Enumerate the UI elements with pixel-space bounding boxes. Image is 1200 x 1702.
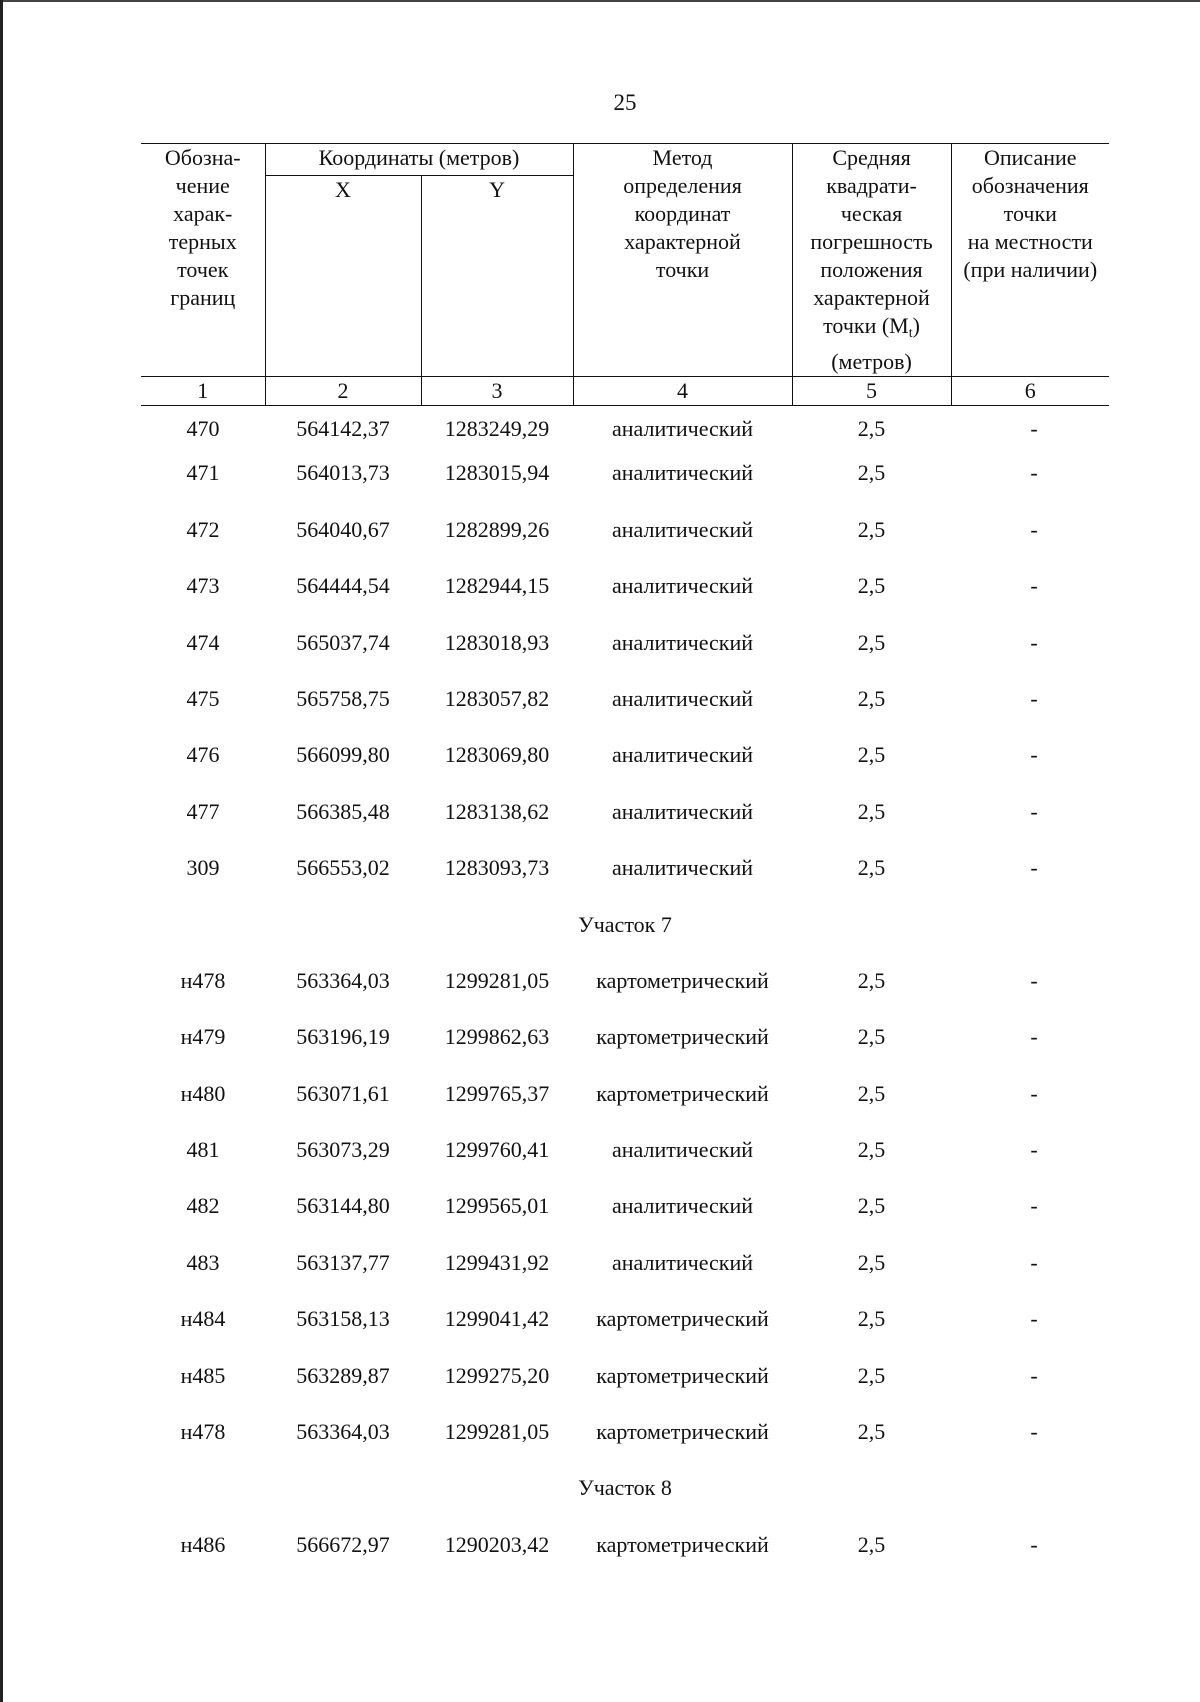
error-cell: 2,5 <box>857 1531 886 1557</box>
method-cell: аналитический <box>612 460 754 486</box>
point-id-cell: 475 <box>186 685 220 711</box>
table-header <box>141 144 1109 406</box>
table-row <box>141 1083 1109 1139</box>
error-cell: 2,5 <box>857 1419 886 1445</box>
point-id-cell: н478 <box>180 967 226 993</box>
error-cell: 2,5 <box>857 1080 886 1106</box>
table-row <box>141 857 1109 913</box>
description-cell: - <box>1030 460 1038 486</box>
table-row <box>141 632 1109 688</box>
header-mean-square-error: Средняя квадрати- ческая погрешность положения характерной точки (Mt) (метров) <box>792 144 951 377</box>
coord-x-cell: 563364,03 <box>296 967 390 993</box>
coord-x-cell: 563144,80 <box>296 1193 390 1219</box>
header-point-description: Описание обозначения точки на местности (при наличии) <box>951 144 1109 377</box>
coord-y-cell: 1282944,15 <box>444 573 550 599</box>
point-id-cell: 470 <box>186 416 220 441</box>
coord-x-cell: 564040,67 <box>296 516 390 542</box>
coord-y-cell: 1299281,05 <box>444 1419 550 1445</box>
method-cell: аналитический <box>612 416 754 441</box>
header-x: X <box>265 175 421 376</box>
coord-x-cell: 564142,37 <box>296 416 390 441</box>
error-cell: 2,5 <box>857 1306 886 1332</box>
description-cell: - <box>1030 1024 1038 1050</box>
error-cell: 2,5 <box>857 967 886 993</box>
description-cell: - <box>1030 1306 1038 1332</box>
coord-x-cell: 563196,19 <box>296 1024 390 1050</box>
table-row <box>141 1308 1109 1364</box>
coord-y-cell: 1299041,42 <box>444 1306 550 1332</box>
header-y: Y <box>421 175 573 376</box>
error-cell: 2,5 <box>857 1024 886 1050</box>
coord-y-cell: 1299862,63 <box>444 1024 550 1050</box>
coord-x-cell: 563073,29 <box>296 1137 390 1163</box>
error-cell: 2,5 <box>857 516 886 542</box>
coord-x-cell: 566553,02 <box>296 855 390 881</box>
method-cell: аналитический <box>612 798 754 824</box>
coord-y-cell: 1282899,26 <box>444 516 550 542</box>
method-cell: аналитический <box>612 742 754 768</box>
error-cell: 2,5 <box>857 1249 886 1275</box>
description-cell: - <box>1030 1080 1038 1106</box>
point-id-cell: н484 <box>180 1306 226 1332</box>
coord-x-cell: 566099,80 <box>296 742 390 768</box>
section-title: Участок 7 <box>578 911 672 937</box>
table-row <box>141 1534 1109 1590</box>
point-id-cell: 482 <box>186 1193 220 1219</box>
header-point-designation: Обозна- чение харак- терных точек границ <box>141 144 265 377</box>
table-row <box>141 688 1109 744</box>
page-number: 25 <box>613 90 637 115</box>
method-cell: аналитический <box>612 855 754 881</box>
boundary-points-table <box>141 143 1109 1590</box>
table-row <box>141 462 1109 518</box>
point-id-cell: н480 <box>180 1080 226 1106</box>
description-cell: - <box>1030 1531 1038 1557</box>
column-number: 5 <box>792 377 951 406</box>
error-cell: 2,5 <box>857 573 886 599</box>
column-numbers-row <box>141 377 1109 406</box>
table-row <box>141 744 1109 800</box>
method-cell: картометрический <box>596 1362 769 1388</box>
coord-x-cell: 563289,87 <box>296 1362 390 1388</box>
header-coordinates-group: Координаты (метров) <box>265 144 573 176</box>
coord-y-cell: 1283015,94 <box>444 460 550 486</box>
description-cell: - <box>1030 1193 1038 1219</box>
description-cell: - <box>1030 742 1038 768</box>
column-number: 1 <box>141 377 265 406</box>
method-cell: аналитический <box>612 1193 754 1219</box>
coord-x-cell: 563364,03 <box>296 1419 390 1445</box>
coord-y-cell: 1299760,41 <box>444 1137 550 1163</box>
description-cell: - <box>1030 416 1038 441</box>
error-cell: 2,5 <box>857 1362 886 1388</box>
coord-x-cell: 564444,54 <box>296 573 390 599</box>
description-cell: - <box>1030 967 1038 993</box>
coord-x-cell: 563071,61 <box>296 1080 390 1106</box>
table-row <box>141 406 1109 463</box>
method-cell: картометрический <box>596 967 769 993</box>
coord-y-cell: 1299281,05 <box>444 967 550 993</box>
table-row <box>141 801 1109 857</box>
coord-y-cell: 1283057,82 <box>444 685 550 711</box>
error-cell: 2,5 <box>857 685 886 711</box>
error-cell: 2,5 <box>857 1193 886 1219</box>
coord-y-cell: 1290203,42 <box>444 1531 550 1557</box>
header-method: Метод определения координат характерной точки <box>573 144 792 377</box>
page-top-edge <box>0 0 1200 2</box>
point-id-cell: н479 <box>180 1024 226 1050</box>
error-cell: 2,5 <box>857 1137 886 1163</box>
column-number: 2 <box>265 377 421 406</box>
table-row <box>141 1421 1109 1477</box>
column-number: 6 <box>951 377 1109 406</box>
coord-x-cell: 566385,48 <box>296 798 390 824</box>
table-row <box>141 575 1109 631</box>
coord-y-cell: 1299765,37 <box>444 1080 550 1106</box>
table-row <box>141 519 1109 575</box>
coord-y-cell: 1283093,73 <box>444 855 550 881</box>
table-row <box>141 1026 1109 1082</box>
point-id-cell: 481 <box>186 1137 220 1163</box>
column-number: 3 <box>421 377 573 406</box>
description-cell: - <box>1030 798 1038 824</box>
point-id-cell: 471 <box>186 460 220 486</box>
section-heading-row <box>141 1477 1109 1533</box>
point-id-cell: 472 <box>186 516 220 542</box>
coord-x-cell: 565758,75 <box>296 685 390 711</box>
coord-x-cell: 566672,97 <box>296 1531 390 1557</box>
description-cell: - <box>1030 1419 1038 1445</box>
coord-y-cell: 1283018,93 <box>444 629 550 655</box>
description-cell: - <box>1030 1249 1038 1275</box>
error-cell: 2,5 <box>857 798 886 824</box>
coord-y-cell: 1283138,62 <box>444 798 550 824</box>
point-id-cell: 474 <box>186 629 220 655</box>
method-cell: картометрический <box>596 1306 769 1332</box>
coord-x-cell: 564013,73 <box>296 460 390 486</box>
point-id-cell: 473 <box>186 573 220 599</box>
description-cell: - <box>1030 629 1038 655</box>
description-cell: - <box>1030 516 1038 542</box>
coord-y-cell: 1299565,01 <box>444 1193 550 1219</box>
description-cell: - <box>1030 1362 1038 1388</box>
error-cell: 2,5 <box>857 416 886 441</box>
section-heading-row <box>141 914 1109 970</box>
table-body <box>141 406 1109 1591</box>
table-row <box>141 1195 1109 1251</box>
error-cell: 2,5 <box>857 742 886 768</box>
error-cell: 2,5 <box>857 460 886 486</box>
method-cell: аналитический <box>612 573 754 599</box>
coord-x-cell: 565037,74 <box>296 629 390 655</box>
coord-y-cell: 1299275,20 <box>444 1362 550 1388</box>
description-cell: - <box>1030 1137 1038 1163</box>
point-id-cell: 483 <box>186 1249 220 1275</box>
coord-x-cell: 563137,77 <box>296 1249 390 1275</box>
method-cell: картометрический <box>596 1531 769 1557</box>
method-cell: картометрический <box>596 1080 769 1106</box>
description-cell: - <box>1030 855 1038 881</box>
section-title: Участок 8 <box>578 1475 672 1501</box>
point-id-cell: 477 <box>186 798 220 824</box>
point-id-cell: н485 <box>180 1362 226 1388</box>
method-cell: аналитический <box>612 516 754 542</box>
description-cell: - <box>1030 685 1038 711</box>
method-cell: аналитический <box>612 1137 754 1163</box>
method-cell: аналитический <box>612 1249 754 1275</box>
coord-x-cell: 563158,13 <box>296 1306 390 1332</box>
point-id-cell: 309 <box>186 855 220 881</box>
coord-y-cell: 1283249,29 <box>444 416 550 441</box>
table-row <box>141 1139 1109 1195</box>
point-id-cell: н478 <box>180 1419 226 1445</box>
page-left-edge <box>0 0 3 1702</box>
point-id-cell: 476 <box>186 742 220 768</box>
point-id-cell: н486 <box>180 1531 226 1557</box>
table-row <box>141 1365 1109 1421</box>
table-row <box>141 1252 1109 1308</box>
description-cell: - <box>1030 573 1038 599</box>
coord-y-cell: 1283069,80 <box>444 742 550 768</box>
error-cell: 2,5 <box>857 629 886 655</box>
column-number: 4 <box>573 377 792 406</box>
method-cell: аналитический <box>612 629 754 655</box>
method-cell: картометрический <box>596 1024 769 1050</box>
method-cell: аналитический <box>612 685 754 711</box>
method-cell: картометрический <box>596 1419 769 1445</box>
error-cell: 2,5 <box>857 855 886 881</box>
coord-y-cell: 1299431,92 <box>444 1249 550 1275</box>
table-row <box>141 970 1109 1026</box>
